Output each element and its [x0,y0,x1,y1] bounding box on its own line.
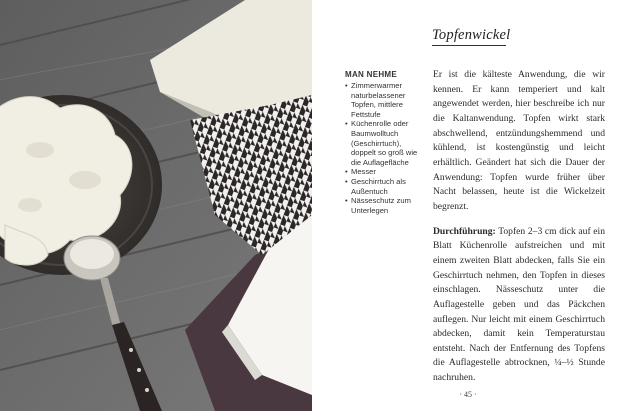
intro-paragraph: Er ist die kälteste Anwendung, die wir kennen. Er kann temperiert und kalt angewendet werden, hier beschreibe ich nur die Kaltanwendung. Topfen wirkt stark abschwellend, entzündungshemmend und kühlend, ist kostengünstig und leicht erhältlich. Geändert hat sich die Dauer der Anwendung: Topfen wurde früher über Nacht belassen, heute ist die Wickelzeit begrenzt. [433,69,605,212]
main-text [433,68,605,386]
ingredient-item: • Messer [345,167,425,177]
ingredients-list [345,81,425,215]
text-page [312,0,624,411]
page-title: Topfenwickel [432,27,511,43]
title-underline [432,45,506,46]
ingredients-sidebar [345,70,425,215]
ingredient-item: • Küchenrolle oder Baumwolltuch (Geschirrtuch), doppelt so groß wie die Auflagefläche [345,119,425,167]
ingredient-item: • Zimmerwarmer naturbelassener Topfen, mittlere Fettstufe [345,81,425,119]
procedure-paragraph [433,225,605,386]
ingredient-item: • Geschirrtuch als Außentuch [345,177,425,196]
ingredient-item: • Nässeschutz zum Unterlegen [345,196,425,215]
procedure-label: Durchführung: [433,225,496,237]
ingredients-heading: MAN NEHME [345,70,398,79]
page-number: · 45 · [459,390,477,399]
procedure-text: Topfen 2–3 cm dick auf ein Blatt Küchenrolle aufstreichen und mit einem zweiten Blatt abdecken, falls Sie ein Geschirrtuch nehmen, den Topfen in dieses einschlagen. Nässeschutz unter die Auflagestelle geben und das Päckchen auflegen. Nur leicht mit einem Geschirrtuch abdecken, damit kein Temperaturstau entsteht. Nach der Entfernung des Topfens die Auflagestelle abtrocknen, ¼–½ Stunde nachruhen. [433,225,605,384]
